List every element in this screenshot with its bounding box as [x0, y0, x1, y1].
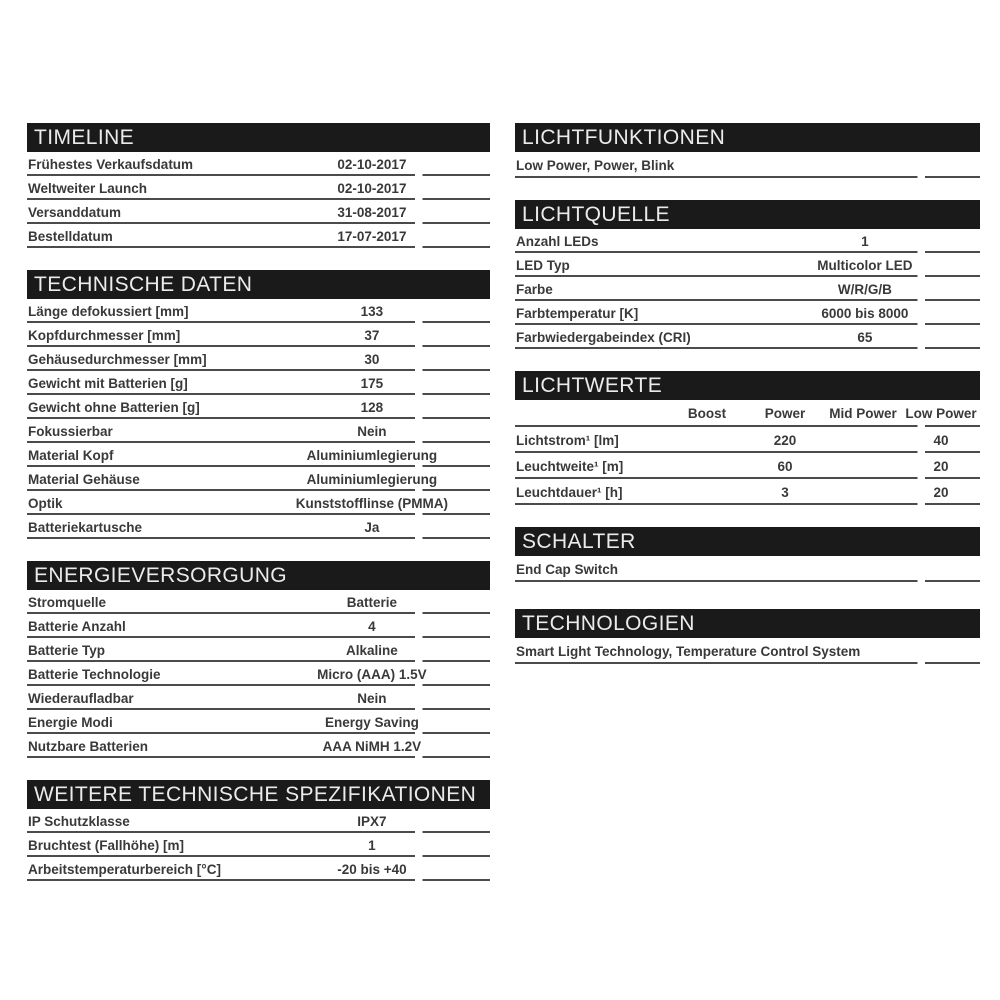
table-row [27, 299, 490, 323]
table-row [27, 515, 490, 539]
row-value: Nein [357, 423, 387, 439]
section-header-weitere-spezifikationen: WEITERE TECHNISCHE SPEZIFIKATIONEN [27, 780, 490, 809]
row-label: Arbeitstemperaturbereich [°C] [28, 861, 221, 877]
row-value: Batterie [346, 594, 398, 610]
table-row [27, 419, 490, 443]
row-value: W/R/G/B [837, 281, 892, 297]
column-header-mid-power: Mid Power [829, 406, 897, 421]
row-value: AAA NiMH 1.2V [322, 738, 422, 754]
table-row [27, 734, 490, 758]
row-label: IP Schutzklasse [28, 813, 130, 829]
table-row [27, 224, 490, 248]
right-column [515, 123, 980, 686]
row-value: 17-07-2017 [337, 228, 407, 244]
row-text: End Cap Switch [516, 561, 619, 577]
row-value: Micro (AAA) 1.5V [317, 666, 427, 682]
row-value: 1 [861, 233, 869, 249]
row-label: Batteriekartusche [28, 519, 143, 535]
table-row [27, 809, 490, 833]
table-row [515, 453, 980, 479]
table-row [27, 638, 490, 662]
cell-low-power: 40 [933, 432, 949, 448]
row-value: Alkaline [346, 642, 398, 658]
row-label: Bestelldatum [28, 228, 113, 244]
row-text: Low Power, Power, Blink [516, 157, 675, 173]
table-row [515, 638, 980, 664]
row-text: Smart Light Technology, Temperature Control System [516, 643, 861, 659]
row-label: Weltweiter Launch [28, 180, 148, 196]
table-row [27, 710, 490, 734]
section-lichtwerte [515, 371, 980, 505]
table-row [27, 857, 490, 881]
section-header-schalter: SCHALTER [515, 527, 980, 556]
table-row [27, 491, 490, 515]
section-header-lichtquelle: LICHTQUELLE [515, 200, 980, 229]
lichtwerte-header-row [515, 400, 980, 427]
row-label: Leuchtdauer¹ [h] [516, 484, 623, 500]
section-lichtfunktionen [515, 123, 980, 178]
section-header-lichtwerte: LICHTWERTE [515, 371, 980, 400]
section-header-technologien: TECHNOLOGIEN [515, 609, 980, 638]
row-value: 128 [360, 399, 384, 415]
row-label: Farbe [516, 281, 553, 297]
row-value: 30 [364, 351, 380, 367]
table-row [515, 229, 980, 253]
row-label: Wiederaufladbar [28, 690, 134, 706]
row-value: Aluminiumlegierung [306, 471, 438, 487]
table-row [27, 443, 490, 467]
row-value: Nein [357, 690, 387, 706]
column-header-boost: Boost [687, 406, 727, 421]
section-energieversorgung [27, 561, 490, 758]
row-label: Energie Modi [28, 714, 113, 730]
section-header-timeline: TIMELINE [27, 123, 490, 152]
table-row [27, 467, 490, 491]
row-label: Lichtstrom¹ [lm] [516, 432, 619, 448]
section-header-technische-daten: TECHNISCHE DATEN [27, 270, 490, 299]
row-value: 175 [360, 375, 384, 391]
row-label: Anzahl LEDs [516, 233, 599, 249]
row-value: Kunststofflinse (PMMA) [295, 495, 449, 511]
left-column [27, 123, 490, 903]
cell-power: 3 [781, 484, 789, 500]
row-label: Leuchtweite¹ [m] [516, 458, 624, 474]
cell-power: 60 [777, 458, 793, 474]
row-label: Farbwiedergabeindex (CRI) [516, 329, 691, 345]
row-label: Batterie Anzahl [28, 618, 126, 634]
table-row [515, 479, 980, 505]
row-value: 37 [364, 327, 380, 343]
row-value: IPX7 [357, 813, 387, 829]
row-value: 65 [857, 329, 873, 345]
table-row [27, 200, 490, 224]
row-label: Material Gehäuse [28, 471, 140, 487]
table-row [27, 323, 490, 347]
table-row [27, 833, 490, 857]
table-row [27, 590, 490, 614]
section-schalter [515, 527, 980, 582]
row-label: Batterie Typ [28, 642, 106, 658]
row-value: 4 [368, 618, 376, 634]
row-label: Gehäusedurchmesser [mm] [28, 351, 207, 367]
row-value: 02-10-2017 [337, 180, 407, 196]
table-row [27, 662, 490, 686]
row-value: Aluminiumlegierung [306, 447, 438, 463]
row-value: Multicolor LED [817, 257, 913, 273]
row-value: 02-10-2017 [337, 156, 407, 172]
row-label: Frühestes Verkaufsdatum [28, 156, 194, 172]
section-header-lichtfunktionen: LICHTFUNKTIONEN [515, 123, 980, 152]
cell-power: 220 [773, 432, 797, 448]
table-row [515, 301, 980, 325]
table-row [515, 427, 980, 453]
row-label: Versanddatum [28, 204, 122, 220]
table-row [27, 614, 490, 638]
table-row [27, 371, 490, 395]
table-row [27, 395, 490, 419]
table-row [515, 277, 980, 301]
row-label: Batterie Technologie [28, 666, 161, 682]
section-technische-daten [27, 270, 490, 539]
row-label: Stromquelle [28, 594, 107, 610]
table-row [515, 325, 980, 349]
row-label: Länge defokussiert [mm] [28, 303, 189, 319]
row-label: Optik [28, 495, 63, 511]
row-value: 133 [360, 303, 384, 319]
row-value: Ja [364, 519, 380, 535]
table-row [27, 686, 490, 710]
row-label: Kopfdurchmesser [mm] [28, 327, 181, 343]
section-timeline [27, 123, 490, 248]
table-row [515, 253, 980, 277]
row-value: Energy Saving [325, 714, 419, 730]
table-row [515, 556, 980, 582]
table-row [27, 176, 490, 200]
row-label: Gewicht mit Batterien [g] [28, 375, 188, 391]
row-value: 6000 bis 8000 [821, 305, 909, 321]
row-value: 1 [368, 837, 376, 853]
section-lichtquelle [515, 200, 980, 349]
row-label: LED Typ [516, 257, 570, 273]
section-weitere-spezifikationen [27, 780, 490, 881]
column-header-power: Power [764, 406, 806, 421]
row-label: Bruchtest (Fallhöhe) [m] [28, 837, 185, 853]
row-label: Nutzbare Batterien [28, 738, 149, 754]
column-header-low-power: Low Power [905, 406, 977, 421]
row-label: Material Kopf [28, 447, 114, 463]
table-row [515, 152, 980, 178]
row-label: Gewicht ohne Batterien [g] [28, 399, 200, 415]
row-label: Fokussierbar [28, 423, 113, 439]
section-header-energieversorgung: ENERGIEVERSORGUNG [27, 561, 490, 590]
section-technologien [515, 609, 980, 664]
row-value: 31-08-2017 [337, 204, 407, 220]
row-value: -20 bis +40 [337, 861, 407, 877]
cell-low-power: 20 [933, 484, 949, 500]
table-row [27, 152, 490, 176]
cell-low-power: 20 [933, 458, 949, 474]
table-row [27, 347, 490, 371]
row-label: Farbtemperatur [K] [516, 305, 639, 321]
